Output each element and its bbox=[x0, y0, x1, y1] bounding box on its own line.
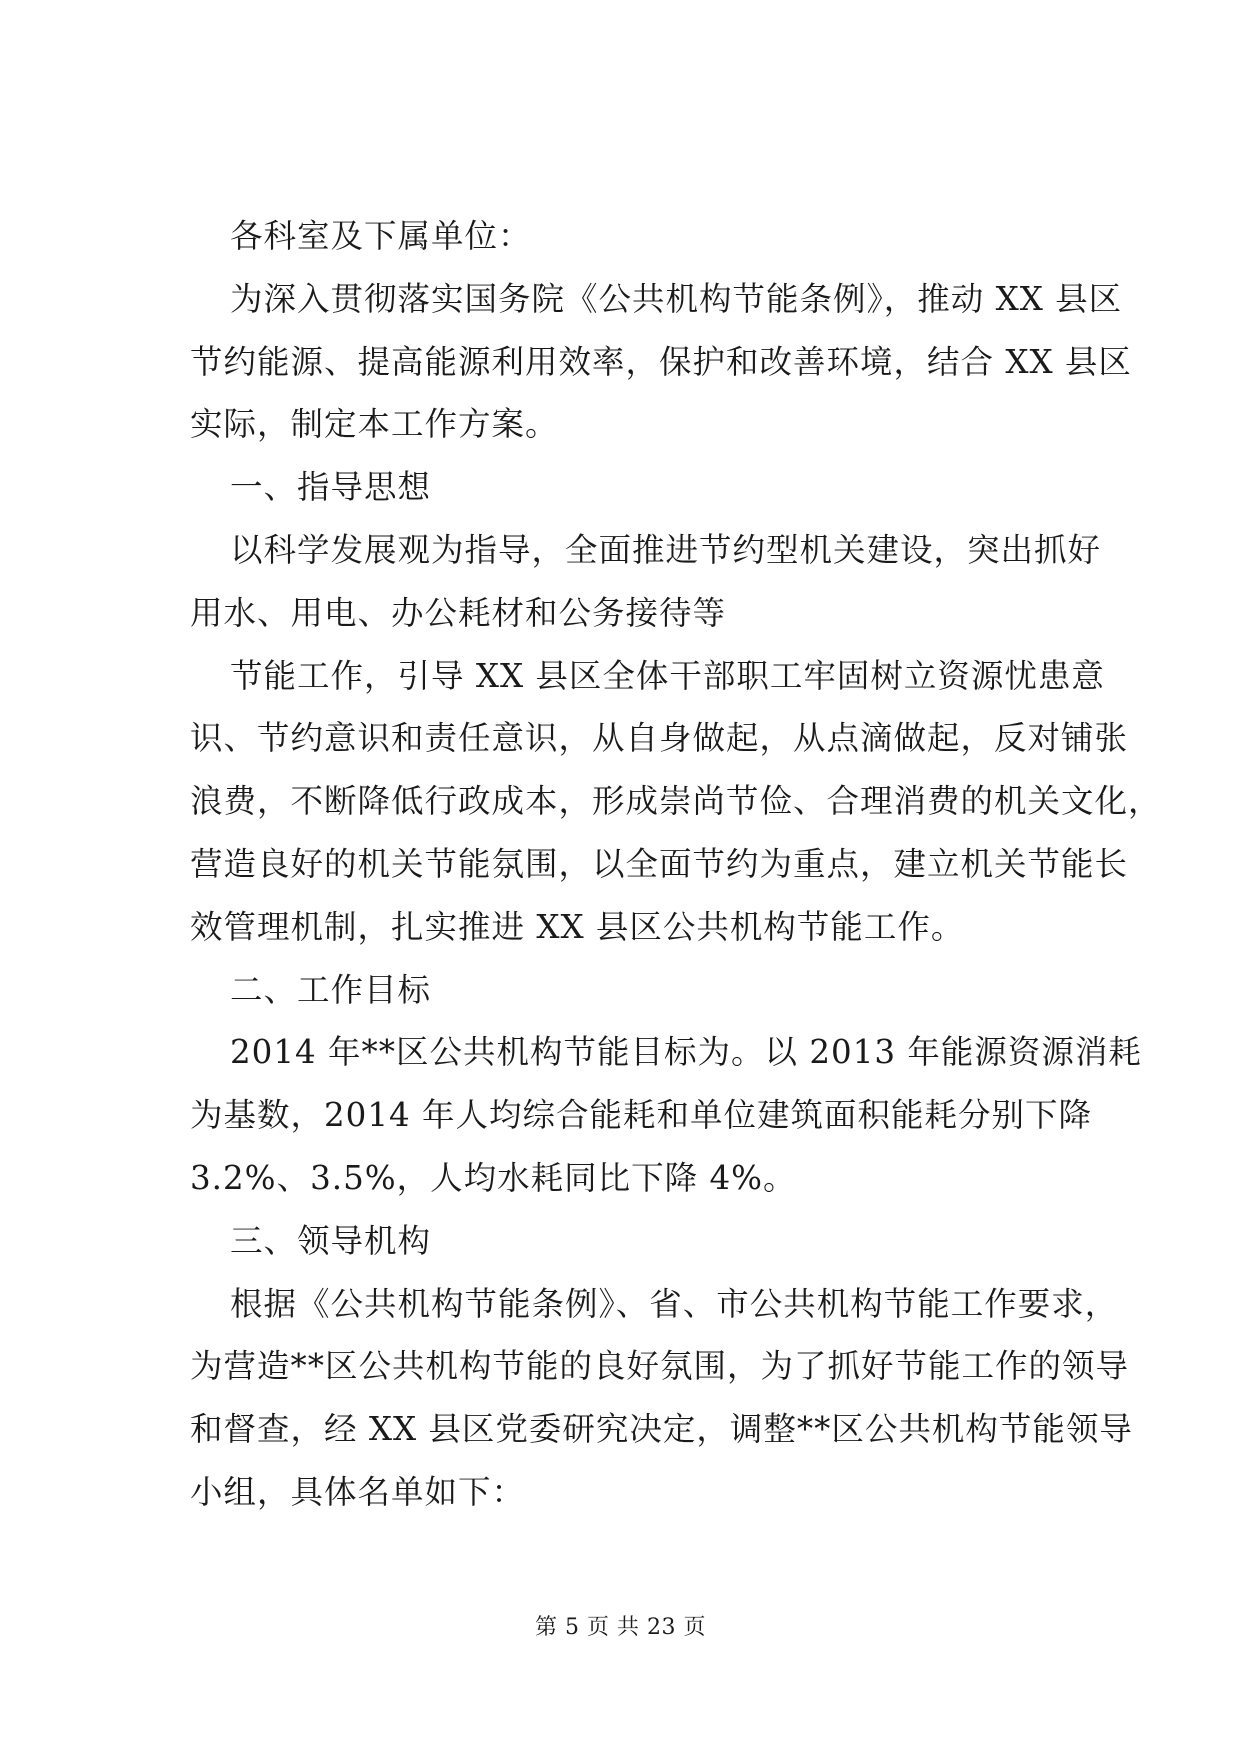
paragraph-line: 小组，具体名单如下： bbox=[190, 1472, 526, 1511]
paragraph-line: 3.2%、3.5%，人均水耗同比下降 4%。 bbox=[190, 1158, 797, 1197]
paragraph-line: 为营造**区公共机构节能的良好氛围，为了抓好节能工作的领导 bbox=[190, 1347, 1130, 1386]
paragraph-line: 根据《公共机构节能条例》、省、市公共机构节能工作要求， bbox=[230, 1284, 1119, 1323]
paragraph-line: 实际，制定本工作方案。 bbox=[190, 405, 559, 444]
paragraph-line: 为基数，2014 年人均综合能耗和单位建筑面积能耗分别下降 bbox=[190, 1096, 1093, 1135]
document-body bbox=[190, 205, 1162, 1524]
paragraph-line: 和督查，经 XX 县区党委研究决定，调整**区公共机构节能领导 bbox=[190, 1410, 1133, 1449]
paragraph-line: 节能工作，引导 XX 县区全体干部职工牢固树立资源忧患意 bbox=[230, 656, 1105, 695]
page-number-footer: 第 5 页 共 23 页 bbox=[535, 1615, 706, 1640]
paragraph-line: 营造良好的机关节能氛围，以全面节约为重点，建立机关节能长 bbox=[190, 844, 1129, 883]
paragraph-line: 为深入贯彻落实国务院《公共机构节能条例》，推动 XX 县区 bbox=[230, 279, 1123, 318]
section-heading-guiding-ideology: 一、指导思想 bbox=[230, 468, 432, 507]
section-heading-leadership: 三、领导机构 bbox=[230, 1221, 432, 1260]
paragraph-line: 用水、用电、办公耗材和公务接待等 bbox=[190, 593, 727, 632]
paragraph-line: 浪费，不断降低行政成本，形成崇尚节俭、合理消费的机关文化， bbox=[190, 782, 1162, 821]
paragraph-line: 2014 年**区公共机构节能目标为。以 2013 年能源资源消耗 bbox=[230, 1033, 1142, 1072]
paragraph-line: 识、节约意识和责任意识，从自身做起，从点滴做起，反对铺张 bbox=[190, 719, 1129, 758]
paragraph-line: 效管理机制，扎实推进 XX 县区公共机构节能工作。 bbox=[190, 907, 965, 946]
section-heading-work-goals: 二、工作目标 bbox=[230, 970, 432, 1009]
paragraph-line: 节约能源、提高能源利用效率，保护和改善环境，结合 XX 县区 bbox=[190, 342, 1132, 381]
paragraph-line: 以科学发展观为指导，全面推进节约型机关建设，突出抓好 bbox=[230, 530, 1102, 569]
salutation-line: 各科室及下属单位： bbox=[230, 217, 532, 255]
